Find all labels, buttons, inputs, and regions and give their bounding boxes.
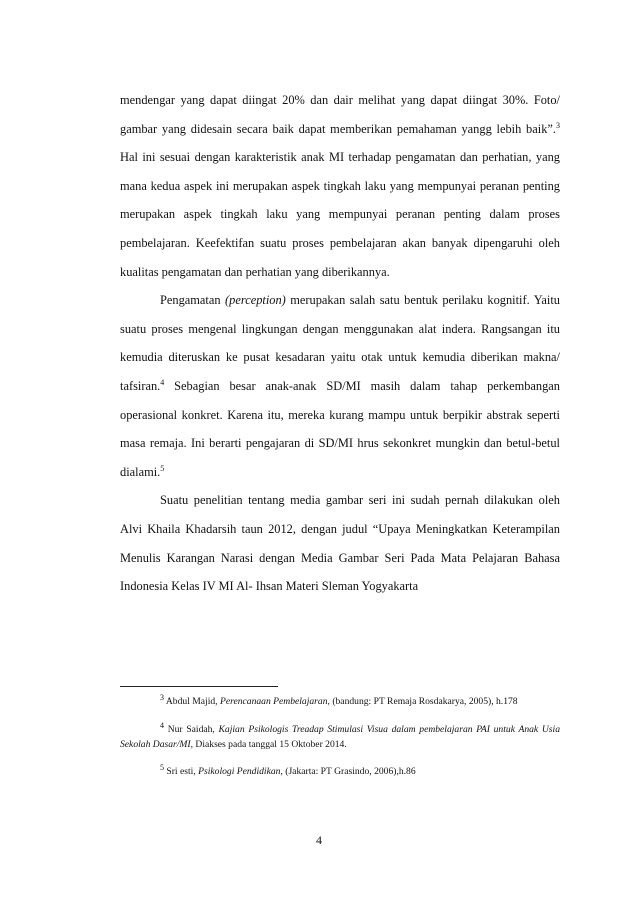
footnote-publication: Diakses pada tanggal 15 Oktober 2014. [193, 738, 347, 750]
footnote-publication: (bandung: PT Remaja Rosdakarya, 2005), h.178 [329, 696, 518, 707]
footnote-separator [120, 686, 278, 687]
paragraph-3 [120, 486, 560, 600]
paragraph-2 [120, 286, 560, 486]
footnote-number: 5 [160, 763, 164, 773]
footnote-title: Kajian Psikologis Treadap Stimulasi Visua dalam pembelajaran PAI untuk Anak Usia Sekolah Dasar/MI, [120, 723, 561, 750]
footnote-author: Sri esti, [164, 766, 199, 778]
paragraph-1-text: mendengar yang dapat diingat 20% dan dair melihat yang dapat diingat 30%. Foto/ gambar yang didesain secara baik dapat memberikan pemahaman yangg lebih baik”. [120, 93, 560, 136]
footnote-3 [120, 692, 560, 710]
footnote-4 [120, 720, 561, 753]
footnote-5 [120, 765, 560, 780]
paragraph-2-italic-term: (perception) [225, 293, 286, 308]
footnote-title: Psikologi Pendidikan, [198, 766, 283, 778]
paragraph-2-text: merupakan salah satu bentuk perilaku kognitif. Yaitu suatu proses mengenal lingkungan dengan menggunakan alat indera. Rangsangan itu kemudia diteruskan ke pusat kesadaran yaitu otak untuk kemudia diberikan makna/ tafsiran. [120, 293, 561, 393]
page-number: 4 [316, 833, 322, 847]
footnote-author: Abdul Majid, [164, 696, 220, 707]
paragraph-1-text-cont: Hal ini sesuai dengan karakteristik anak MI terhadap pengamatan dan perhatian, yang mana kedua aspek ini merupakan aspek tingkah laku yang mempunyai peranan penting merupakan aspek tingkah laku yang mempunyai peranan penting dalam proses pembelajaran. Keefektifan suatu proses pembelajaran akan banyak dipengaruhi oleh kualitas pengamatan dan perhatian yang diberikannya. [120, 150, 560, 279]
footnote-number: 4 [160, 720, 164, 730]
footnote-publication: (Jakarta: PT Grasindo, 2006),h.86 [282, 766, 416, 778]
footnote-number: 3 [160, 692, 164, 702]
footnote-ref-5[interactable]: 5 [160, 463, 165, 473]
body-text [120, 86, 560, 601]
paragraph-2-lead: Pengamatan [160, 293, 226, 308]
paragraph-3-text: Suatu penelitian tentang media gambar seri ini sudah pernah dilakukan oleh Alvi Khaila Khadarsih taun 2012, dengan judul “Upaya Meningkatkan Keterampilan Menulis Karangan Narasi dengan Media Gambar Seri Pada Mata Pelajaran Bahasa Indonesia Kelas IV MI Al- Ihsan Materi Sleman Yogyakarta [120, 493, 560, 594]
paragraph-1 [120, 86, 560, 286]
paragraph-2-text-cont: Sebagian besar anak-anak SD/MI masih dalam tahap perkembangan operasional konkret. Karena itu, mereka kurang mampu untuk berpikir abstrak seperti masa remaja. Ini berarti pengajaran di SD/MI hrus sekonkret mungkin dan betul-betul dialami. [120, 378, 560, 479]
footnotes [120, 692, 561, 793]
footnote-ref-4[interactable]: 4 [160, 377, 165, 387]
footnote-author: Nur Saidah, [164, 723, 219, 735]
footnote-title: Perencanaan Pembelajaran, [219, 696, 330, 707]
footnote-ref-3[interactable]: 3 [556, 120, 560, 130]
